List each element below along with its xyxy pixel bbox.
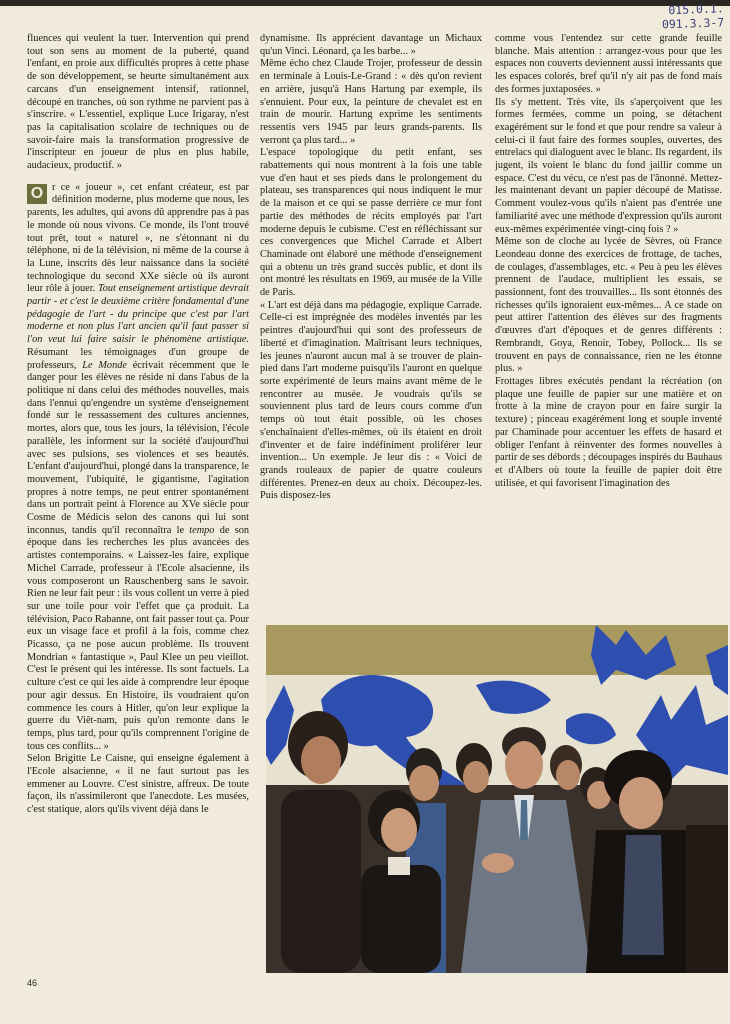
photo-illustration bbox=[266, 625, 728, 973]
paragraph: fluences qui veulent la tuer. Intervention qui prend tout son sens au moment de la puberté, quand l'enfant, en proie aux difficultés propres à cette phase de son développement, se heurte simultanément aux carcans d'un enseignement intensif, rationnel, découpé en tranches, où son rythme ne parvient pas à s'inscrire. « L'essentiel, explique Luce Irigaray, n'est pas la capitalisation scolaire de techniques ou de savoir-faire mais la transformation progressive de l'inscripteur en joueur de plus en plus habile, audacieux, productif. » bbox=[27, 33, 249, 172]
text-column-1 bbox=[27, 33, 249, 973]
top-edge-bar bbox=[0, 0, 730, 6]
paragraph: Ils s'y mettent. Très vite, ils s'aperçoivent que les formes fermées, comme un poing, se détachent exagérément sur le fond et que pour rendre sa valeur à celui-ci il faut faire des formes souples, ouvertes, des entrelacs qui dialoguent avec le blanc. Ils regardent, ils jugent, ils voient le blanc du fond jaillir comme un espace. C'est du vécu, ce n'est pas de l'ânonné. Mettez-les maintenant devant un papier découpé de Matisse. Comment voulez-vous qu'ils n'aient pas d'entrée une familiarité avec une méthode d'expression qu'ils auront eux-mêmes expérimentée vingt-cinq fois ? » bbox=[495, 96, 722, 235]
dropcap-letter: O bbox=[27, 184, 47, 204]
paragraph: comme vous l'entendez sur cette grande feuille blanche. Mais attention : arrangez-vous pour que les espaces non couverts deviennent aussi intéressants que les espaces colorés, bref qu'il n'y ait pas de fond mais des formes juxtaposées. » bbox=[495, 33, 722, 95]
paragraph: L'espace topologique du petit enfant, ses rabattements qui nous montrent à la fois une table vue d'en haut et ses pieds dans le prolongement du plateau, ses transparences qui nous indiquent le mur de la maison et ce qui se passe derrière ce mur font partie des méthodes de récits employés par l'art moderne depuis le cubisme. C'est en réfléchissant sur ces convergences que Michel Carrade et Albert Chaminade ont élaboré une méthode d'enseignement qui a obtenu un très grand succès public, et dont ils ont montré les résultats en 1969, au musée de la Ville de Paris. bbox=[260, 147, 482, 299]
stamp-line-1: 015.0.1. bbox=[668, 1, 724, 18]
stamp-line-2: 091.3.3-7 bbox=[661, 15, 725, 32]
paragraph-text: écrivait récemment que le danger pour les élèves ne réside ni dans l'abus de la politique ni dans celui des méthodes nouvelles, mais dans l'ennui qu'engendre un système d'enseignement fondé sur le ressassement des cultures anciennes, mortes, alors que, tous les jours, la télévision, l'école parallèle, les informent sur la société d'aujourd'hui avec ses pulsions, ses violences et ses beautés. L'enfant d'aujourd'hui, plongé dans la transparence, le mouvement, l'ubiquité, le gigantisme, l'agitation propres à notre temps, ne peut entrer spontanément dans un portrait peint à Florence au XVe siècle pour Cosme de Médicis selon des canons qui lui sont inconnus, tandis qu'il reconnaîtra le bbox=[27, 359, 249, 536]
paragraph: Même écho chez Claude Trojer, professeur de dessin en terminale à Louis-Le-Grand : « dès qu'on revient en arrière, jusqu'à Hans Hartung par exemple, ils s'ennuient. Pour eux, la peinture de chevalet est en train de mourir. Hartung exprime les sentiments ressentis vers 1945 par leurs grands-parents. Ils verront ça plus tard... » bbox=[260, 58, 482, 146]
text-column-2 bbox=[260, 33, 482, 623]
paragraph: Même son de cloche au lycée de Sèvres, où France Leondeau donne des exercices de frottage, de taches, de coulages, d'assemblages, etc. « Peu à peu les élèves prennent de l'audace, multiplient les essais, se passionnent, font des trouvailles... Ils sont étonnés des richesses qu'ils ignoraient eux-mêmes... A ce stade on peut attirer l'attention des élèves sur des fragments d'œuvres d'art d'époques et de genres différents : Rembrandt, Goya, Renoir, Tobey, Pollock... Ils se trouvent en pays de connaissance, rien ne les étonne plus. » bbox=[495, 236, 722, 375]
classroom-photo bbox=[266, 625, 728, 973]
italic-text: tempo bbox=[189, 524, 215, 536]
page-number: 46 bbox=[27, 978, 38, 988]
paragraph: Selon Brigitte Le Caisne, qui enseigne également à l'Ecole alsacienne, « il ne faut surtout pas les emmener au Louvre. C'est sinistre, affreux. De toute façon, ils n'assimileront que l'anecdote. Les musées, c'est statique, alors qu'ils vivent déjà dans le bbox=[27, 753, 249, 816]
paragraph: « L'art est déjà dans ma pédagogie, explique Carrade. Celle-ci est imprégnée des modèles inventés par les peintres d'aujourd'hui qui sont des professeurs de liberté et d'imagination. Maîtrisant leurs techniques, les jeunes n'auront aucun mal à se trouver de plain-pied dans l'art moderne puisqu'ils l'auront en quelque sorte expérimenté de leurs mains avant même de le rencontrer au musée. Je voudrais qu'ils se souviennent plus tard de leurs cours comme d'un temps où tout était possible, où les choses s'enchaînaient d'elles-mêmes, où ils étaient en droit d'inventer et de faire indéfiniment proliférer leur invention... Un exemple. Je leur dis : « Voici de grands rouleaux de papier de quatre couleurs différentes. Prenez-en deux au choix. Découpez-les. Puis disposez-les bbox=[260, 299, 482, 502]
paragraph-text: Résumant les témoignages d'un groupe de professeurs, bbox=[27, 346, 249, 371]
newspaper-title: Le Monde bbox=[82, 359, 127, 371]
paragraph-with-dropcap bbox=[27, 182, 249, 754]
paragraph: Frottages libres exécutés pendant la récréation (on plaque une feuille de papier sur une matière et on frotte à la mine de crayon pour en faire surgir la texture) ; pinceau exagérément long et souple inventé par Chaminade pour accentuer les effets de hasard et obliger l'enfant à réinventer des formes nouvelles à partir de ses débords ; découpages inspirés du Bauhaus et d'Albers où toute la feuille de papier doit être utilisée, et qui favorisent l'imagination des bbox=[495, 375, 722, 489]
text-column-3 bbox=[495, 33, 722, 598]
italic-text: Tout enseignement artistique devrait partir - et c'est le deuxième critère fondamental d'une pédagogie de l'art - du principe que c'est par l'art moderne et non plus l'art ancien qu'il faut passer si l'on veut lui faire saisir le phénomène artistique. bbox=[27, 283, 249, 346]
paragraph-text: de son époque dans les recherches les plus avancées des artistes contemporains. « Laissez-les faire, explique Michel Carrade, professeur à l'Ecole alsacienne, ils vous composeront un Rauschenberg sans le savoir. Rien ne leur fait peur : ils vous collent un verre à pied sur une toile pour voir l'effet que ça produit. La télévision, Paco Rabanne, ont fait passer tout ça. Pour eux un visage face et profil à la fois, comme chez Picasso, ça ne pose aucun problème. Ils trouvent Mondrian « fantastique », Paul Klee un peu vieillot. C'est le présent qui les intéresse. Ils sont factuels. La culture c'est ce qui les aide à comprendre leur époque pour agir dessus. En Histoire, ils voudraient qu'on commence les cours à Hitler, qu'on leur explique la guerre du Viêt-nam, puis qu'on remonte dans le temps, plus tard, pour qu'ils comprennent l'origine de tous ces conflits... » bbox=[27, 524, 249, 752]
handwritten-reference-stamp bbox=[624, 1, 725, 32]
paragraph-text: r ce « joueur », cet enfant créateur, est par définition moderne, plus moderne que nous, les parents, les adultes, qui avons dû apprendre pas à pas le monde où nous vivons. Ce monde, ils l'ont trouvé tout prêt, tout « naturel », ne s'étonnant ni du téléphone, ni de la télévision, ni même de la course à la Lune, inscrits dès leur naissance dans la société technologique du second XXe siècle où ils auront leur rôle à jouer. bbox=[27, 181, 249, 295]
paragraph: dynamisme. Ils apprécient davantage un Michaux qu'un Vinci. Léonard, ça les barbe... » bbox=[260, 33, 482, 57]
